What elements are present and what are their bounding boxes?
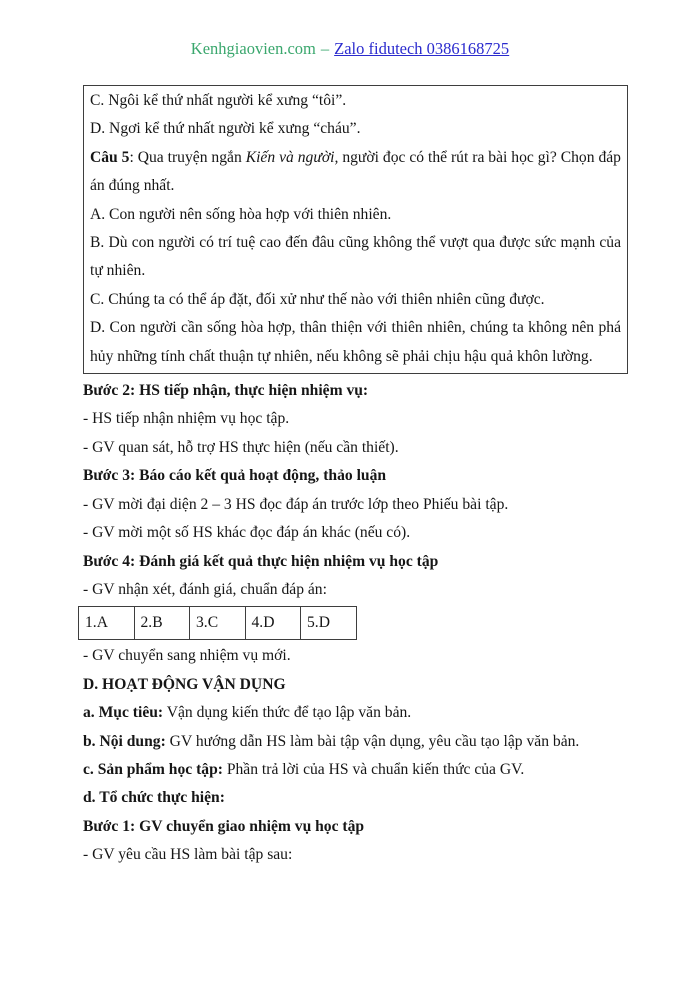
question-5-label: Câu 5: [90, 148, 130, 166]
option-line-c-prev: C. Ngôi kể thứ nhất người kể xưng “tôi”.: [90, 92, 347, 109]
section-d-organize: d. Tổ chức thực hiện:: [83, 789, 225, 807]
step2-item-2: - GV quan sát, hỗ trợ HS thực hiện (nếu cần thiết).: [83, 438, 399, 456]
answer-table: [78, 606, 357, 640]
question-5-lead: : Qua truyện ngắn: [129, 148, 246, 166]
step1-item-1: - GV yêu cầu HS làm bài tập sau:: [83, 846, 293, 864]
step3-heading: Bước 3: Báo cáo kết quả hoạt động, thảo luận: [83, 467, 387, 485]
option-line-d-prev: D. Ngơi kể thứ nhất người kể xưng “cháu”.: [90, 120, 361, 138]
option-line-b: B. Dù con người có trí tuệ cao đến đâu cũng không thể vượt qua được sức mạnh của tự nhiên.: [90, 234, 621, 280]
question-box: [83, 85, 628, 374]
step2-heading: Bước 2: HS tiếp nhận, thực hiện nhiệm vụ:: [83, 382, 369, 400]
content-text: GV hướng dẫn HS làm bài tập vận dụng, yêu cầu tạo lập văn bản.: [165, 732, 580, 750]
page-header: [0, 0, 700, 60]
story-title: Kiến và người,: [245, 148, 339, 166]
answer-row: [79, 607, 357, 640]
section-d-goal: [83, 699, 628, 727]
answer-cell-3: 3.C: [190, 607, 246, 640]
goal-text: Vận dụng kiến thức để tạo lập văn bản.: [163, 704, 412, 722]
goal-label: a. Mục tiêu:: [83, 704, 164, 722]
step4-item-1: - GV nhận xét, đánh giá, chuẩn đáp án:: [83, 580, 327, 598]
product-label: c. Sản phẩm học tập:: [83, 760, 223, 778]
answer-cell-2: 2.B: [134, 607, 190, 640]
step3-item-1: - GV mời đại diện 2 – 3 HS đọc đáp án trước lớp theo Phiếu bài tập.: [83, 495, 509, 513]
answer-cell-1: 1.A: [79, 607, 135, 640]
product-text: Phần trả lời của HS và chuẩn kiến thức của GV.: [222, 760, 525, 778]
option-line-d: D. Con người cần sống hòa hợp, thân thiện với thiên nhiên, chúng ta không nên phá hủy những tính chất thuận tự nhiên, nếu không sẽ phải chịu hậu quả khôn lường.: [90, 319, 621, 365]
document-body: [83, 85, 628, 870]
step3-item-2: - GV mời một số HS khác đọc đáp án khác (nếu có).: [83, 524, 411, 542]
answer-cell-4: 4.D: [245, 607, 301, 640]
step2-item-1: - HS tiếp nhận nhiệm vụ học tập.: [83, 410, 290, 428]
section-d-heading: D. HOẠT ĐỘNG VẬN DỤNG: [83, 675, 286, 693]
step1-heading: Bước 1: GV chuyển giao nhiệm vụ học tập: [83, 817, 365, 835]
step4-heading: Bước 4: Đánh giá kết quả thực hiện nhiệm vụ học tập: [83, 552, 439, 570]
step4-item-2: - GV chuyển sang nhiệm vụ mới.: [83, 647, 291, 665]
section-d-product: [83, 756, 628, 784]
site-name: Kenhgiaovien.com: [190, 39, 316, 58]
section-d-content: [83, 728, 628, 756]
answer-cell-5: 5.D: [301, 607, 357, 640]
question-5-line: [90, 144, 621, 201]
option-line-c: C. Chúng ta có thể áp đặt, đối xử như thế nào với thiên nhiên cũng được.: [90, 290, 545, 308]
header-separator: –: [320, 39, 330, 58]
question-5-rest: người đọc có thể rút ra bài học gì? Chọn đáp án đúng nhất.: [90, 148, 621, 195]
zalo-link[interactable]: Zalo fidutech 0386168725: [334, 39, 510, 58]
option-line-a: A. Con người nên sống hòa hợp với thiên nhiên.: [90, 205, 392, 223]
content-label: b. Nội dung:: [83, 732, 166, 750]
